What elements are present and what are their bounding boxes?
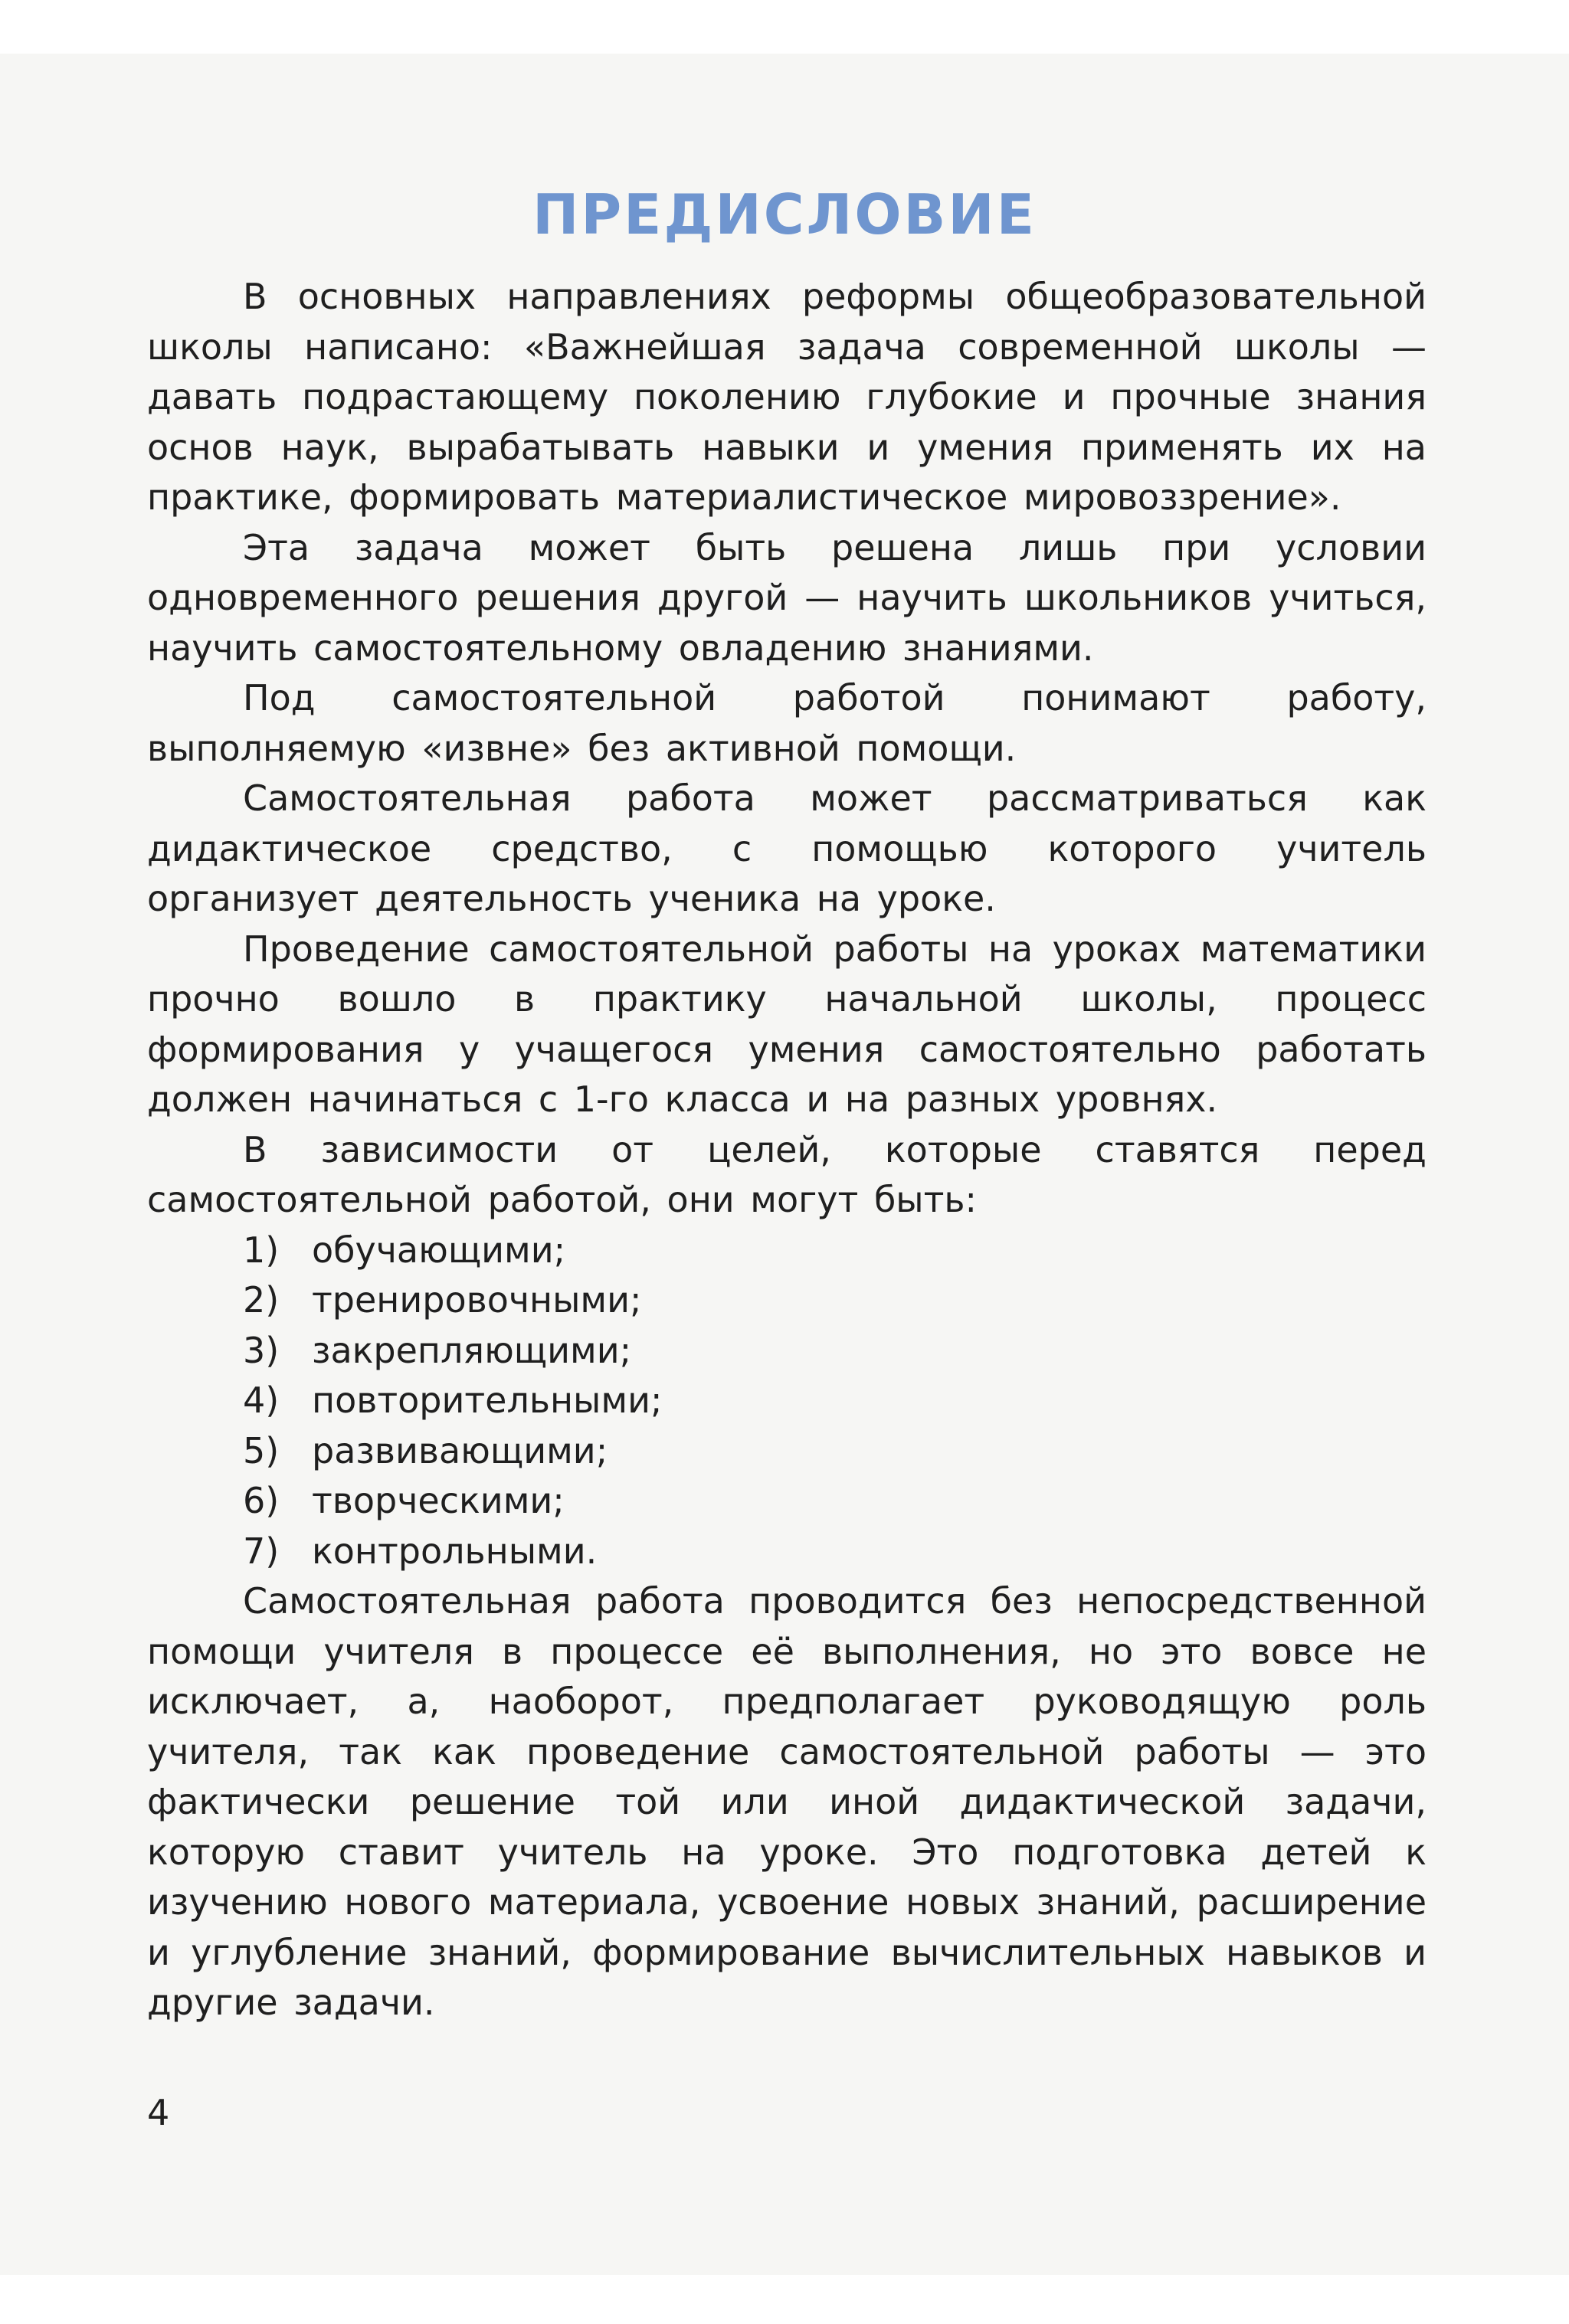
list-item	[147, 1226, 1427, 1276]
page-title: ПРЕДИСЛОВИЕ	[532, 182, 1037, 247]
paragraph-5: Проведение самостоятельной работы на уроках математики прочно вошло в практику начальной школы, процесс формирования у учащегося умения самостоятельно работать должен начинаться с 1-го класса и на разных уровнях.	[147, 928, 1427, 1120]
main-text	[147, 272, 1427, 2028]
closing-paragraph: Самостоятельная работа проводится без непосредственной помощи учителя в процессе её выполнения, но это вовсе не исключает, а, наоборот, предполагает руководящую роль учителя, так как проведение самостоятельной работы — это фактически решение той или иной дидактической задачи, которую ставит учитель на уроке. Это подготовка детей к изучению нового материала, усвоение новых знаний, расширение и углубление знаний, формирование вычислительных навыков и другие задачи.	[147, 1580, 1427, 2023]
list-item	[147, 1326, 1427, 1376]
list-item-number: 5)	[243, 1429, 280, 1471]
paragraph-1: В основных направлениях реформы общеобразовательной школы написано: «Важнейшая задача современной школы — давать подрастающему поколению глубокие и прочные знания основ наук, вырабатывать навыки и умения применять их на практике, формировать материалистическое мировоззрение».	[147, 276, 1427, 518]
list-item	[147, 1426, 1427, 1477]
list-item-number: 6)	[243, 1480, 280, 1521]
paragraph-4: Самостоятельная работа может рассматриваться как дидактическое средство, с помощью которого учитель организует деятельность ученика на уроке.	[147, 777, 1427, 919]
list-item-number: 4)	[243, 1380, 280, 1421]
list-item-text: обучающими;	[312, 1229, 566, 1271]
list-item-text: творческими;	[312, 1480, 565, 1521]
paragraph-3: Под самостоятельной работой понимают работу, выполняемую «извне» без активной помощи.	[147, 677, 1427, 769]
paragraph-2: Эта задача может быть решена лишь при условии одновременного решения другой — научить школьников учиться, научить самостоятельному овладению знаниями.	[147, 526, 1427, 669]
work-types-list	[147, 1226, 1427, 1577]
list-item-text: тренировочными;	[312, 1279, 642, 1321]
list-item-text: повторительными;	[312, 1380, 663, 1421]
list-item-number: 2)	[243, 1279, 280, 1321]
list-item-number: 7)	[243, 1530, 280, 1572]
list-item-text: развивающими;	[312, 1429, 608, 1471]
page-number: 4	[147, 2092, 170, 2133]
list-item	[147, 1527, 1427, 1577]
list-item-number: 1)	[243, 1229, 280, 1271]
list-item	[147, 1476, 1427, 1527]
list-item	[147, 1275, 1427, 1326]
list-item-text: контрольными.	[312, 1530, 598, 1572]
list-item-text: закрепляющими;	[312, 1329, 632, 1371]
list-item-number: 3)	[243, 1329, 280, 1371]
list-item	[147, 1376, 1427, 1426]
paragraph-6: В зависимости от целей, которые ставятся перед самостоятельной работой, они могут быть:	[147, 1128, 1427, 1220]
